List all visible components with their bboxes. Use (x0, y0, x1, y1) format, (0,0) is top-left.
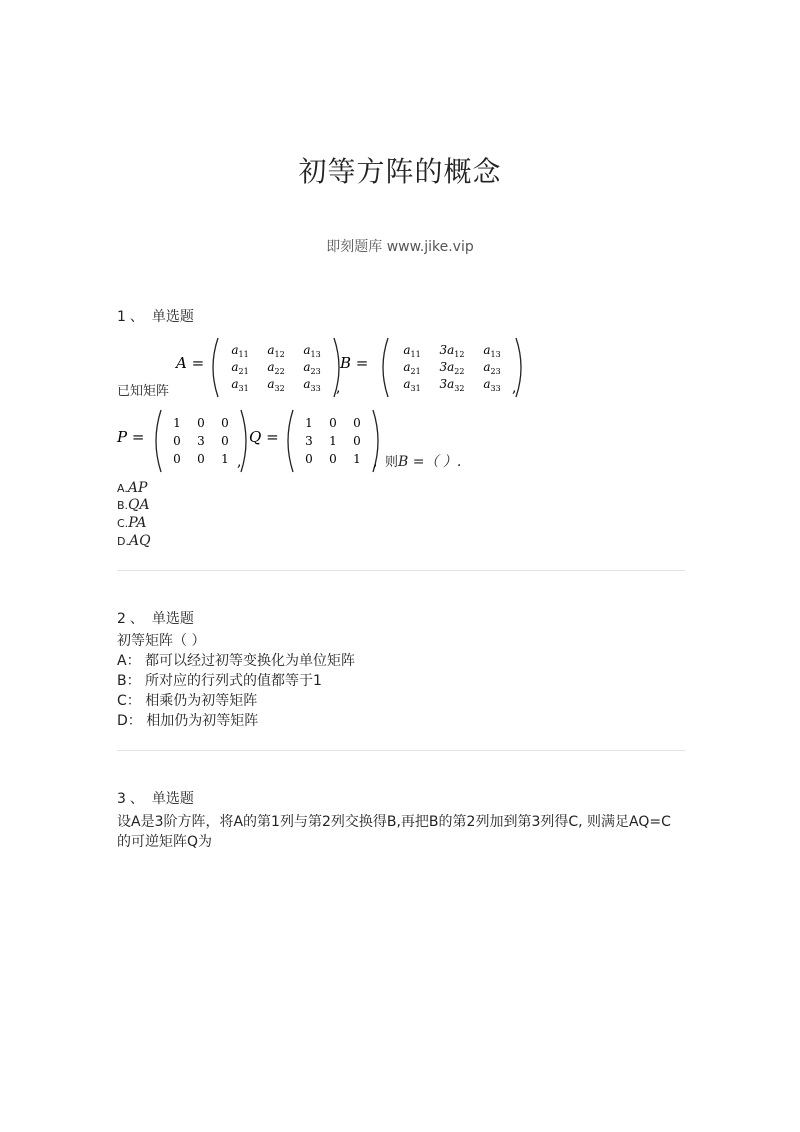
option-c[interactable] (117, 515, 146, 531)
option-b[interactable] (117, 497, 150, 513)
svg-text:,: , (237, 454, 242, 470)
option-key: C. (117, 517, 129, 530)
then-text: 则 (385, 455, 399, 470)
matrix-entry: $3a_{22}$ (439, 360, 465, 376)
page-title: 初等方阵的概念 (298, 155, 502, 188)
matrix-entry: 0 (329, 416, 337, 430)
option-value: QA (128, 497, 150, 513)
matrix-entry: 1 (305, 416, 313, 430)
matrix-a-label: A = (176, 354, 205, 372)
matrix-bracket (213, 338, 218, 397)
matrix-entry: $3a_{32}$ (439, 377, 465, 393)
option-value: AP (127, 480, 148, 496)
matrix-entry: $a_{33}$ (303, 377, 321, 393)
matrix-entry: $a_{11}$ (231, 343, 249, 359)
matrix-entry: 0 (197, 416, 205, 430)
matrix-bracket (156, 410, 161, 472)
matrix-entry: 0 (173, 452, 181, 466)
matrix-entry: $a_{13}$ (303, 343, 321, 359)
matrix-q-label: Q = (249, 428, 279, 446)
matrix-entry: $a_{32}$ (267, 377, 285, 393)
matrix-a (213, 338, 339, 397)
matrix-entry: $a_{12}$ (267, 343, 285, 359)
matrix-entry: 1 (353, 452, 361, 466)
page-subtitle: 即刻题库 www.jike.vip (326, 239, 474, 255)
option-b[interactable]: B： 所对应的行列式的值都等于1 (117, 673, 322, 689)
matrix-bracket (241, 410, 246, 472)
matrix-entry: $a_{11}$ (403, 343, 421, 359)
question-2-stem: 初等矩阵（ ） (117, 633, 206, 649)
matrix-p-label: P = (117, 428, 145, 446)
question-3-stem-line1: 设A是3阶方阵，将A的第1列与第2列交换得B,再把B的第2列加到第3列得C, 则满足AQ=C (117, 814, 671, 830)
question-2-header (117, 608, 194, 628)
question-type: 单选题 (151, 611, 194, 627)
question-3-stem-line2: 的可逆矩阵Q为 (117, 834, 213, 850)
matrix-entry: 0 (197, 452, 205, 466)
matrix-entry: $a_{13}$ (483, 343, 501, 359)
divider (117, 750, 685, 751)
question-number: 3 (117, 791, 126, 807)
question-1-formula (168, 336, 588, 396)
matrix-b-label: B = (340, 354, 369, 372)
option-a[interactable] (117, 480, 147, 496)
matrix-entry: 0 (329, 452, 337, 466)
question-1-ask (385, 451, 461, 471)
matrix-p (156, 410, 246, 472)
question-type: 单选题 (151, 791, 194, 807)
matrix-entry: 0 (221, 416, 229, 430)
matrix-entry: 0 (173, 434, 181, 448)
matrix-entry: 0 (353, 434, 361, 448)
option-c[interactable]: C： 相乘仍为初等矩阵 (117, 693, 258, 709)
question-sep: 、 (129, 309, 144, 325)
matrix-bracket (516, 338, 521, 397)
question-3-header (117, 788, 194, 808)
option-a[interactable]: A： 都可以经过初等变换化为单位矩阵 (117, 653, 356, 669)
svg-text:,: , (373, 454, 378, 470)
option-value: PA (128, 515, 147, 531)
matrix-entry: 0 (221, 434, 229, 448)
matrix-entry: $3a_{12}$ (439, 343, 465, 359)
option-d[interactable]: D： 相加仍为初等矩阵 (117, 713, 259, 729)
matrix-entry: $a_{21}$ (231, 360, 249, 376)
matrix-entry: 1 (173, 416, 181, 430)
question-sep: 、 (129, 791, 144, 807)
matrix-entry: 0 (353, 416, 361, 430)
option-key: D. (117, 535, 129, 548)
svg-text:,: , (336, 380, 341, 396)
matrix-entry: $a_{23}$ (303, 360, 321, 376)
svg-text:,: , (512, 380, 517, 396)
matrix-entry: 0 (305, 452, 313, 466)
matrix-entry: 3 (197, 434, 205, 448)
matrix-entry: $a_{23}$ (483, 360, 501, 376)
matrix-bracket (383, 338, 388, 397)
matrix-entry: $a_{33}$ (483, 377, 501, 393)
ask-text: B =（ ）. (398, 454, 462, 470)
question-number: 2 (117, 611, 126, 627)
option-key: B. (117, 499, 129, 512)
matrix-q (288, 410, 378, 472)
question-1-intro: 已知矩阵 (117, 384, 170, 399)
matrix-bracket (288, 410, 293, 472)
divider (117, 570, 685, 571)
option-value: AQ (128, 533, 151, 549)
matrix-b (383, 338, 521, 397)
matrix-entry: $a_{31}$ (231, 377, 249, 393)
question-sep: 、 (129, 611, 144, 627)
matrix-entry: $a_{31}$ (403, 377, 421, 393)
matrix-entry: 3 (305, 434, 313, 448)
matrix-entry: $a_{21}$ (403, 360, 421, 376)
matrix-entry: $a_{22}$ (267, 360, 285, 376)
matrix-entry: 1 (221, 452, 229, 466)
option-d[interactable] (117, 533, 151, 549)
question-1-header (117, 306, 194, 326)
matrix-entry: 1 (329, 434, 337, 448)
option-key: A. (117, 482, 128, 495)
question-number: 1 (117, 309, 126, 325)
question-type: 单选题 (151, 309, 194, 325)
